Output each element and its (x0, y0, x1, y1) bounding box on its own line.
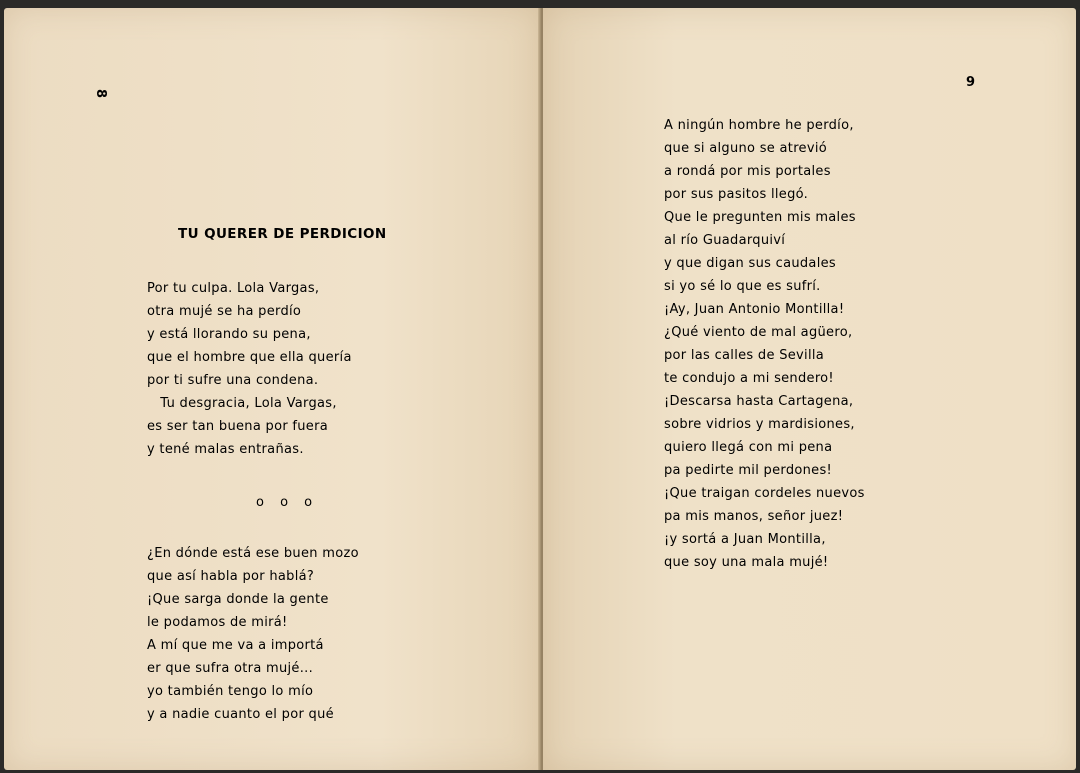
verse-line: le podamos de mirá! (147, 615, 288, 630)
verse-line: quiero llegá con mi pena (664, 440, 833, 455)
verse-line: ¡Que sarga donde la gente (147, 592, 329, 607)
verse-line: pa mis manos, señor juez! (664, 509, 844, 524)
verse-line: ¡Ay, Juan Antonio Montilla! (664, 302, 845, 317)
verse-line: es ser tan buena por fuera (147, 419, 329, 434)
stanza-separator: o o o (256, 495, 319, 510)
verse-line: te condujo a mi sendero! (664, 371, 834, 386)
left-page-number: 8 (93, 88, 109, 99)
verse-line: por sus pasitos llegó. (664, 187, 809, 202)
right-page-number: 9 (966, 75, 976, 90)
verse-line: por las calles de Sevilla (664, 348, 825, 363)
verse-line: y a nadie cuanto el por qué (147, 707, 334, 722)
verse-line: ¿En dónde está ese buen mozo (147, 546, 359, 561)
verse-line: er que sufra otra mujé... (147, 661, 314, 676)
verse-line: y está llorando su pena, (147, 327, 311, 342)
left-stanza-2 (147, 542, 359, 726)
verse-line: ¡Descarsa hasta Cartagena, (664, 394, 854, 409)
verse-line: a rondá por mis portales (664, 164, 831, 179)
verse-line: A mí que me va a importá (147, 638, 324, 653)
verse-line: Tu desgracia, Lola Vargas, (147, 396, 337, 411)
verse-line: otra mujé se ha perdío (147, 304, 302, 319)
poem-title: TU QUERER DE PERDICION (178, 226, 387, 242)
verse-line: yo también tengo lo mío (147, 684, 314, 699)
verse-line: que si alguno se atrevió (664, 141, 828, 156)
verse-line: al río Guadarquiví (664, 233, 786, 248)
verse-line: sobre vidrios y mardisiones, (664, 417, 855, 432)
verse-line: ¿Qué viento de mal agüero, (664, 325, 853, 340)
verse-line: y que digan sus caudales (664, 256, 836, 271)
verse-line: y tené malas entrañas. (147, 442, 304, 457)
verse-line: que el hombre que ella quería (147, 350, 352, 365)
verse-line: por ti sufre una condena. (147, 373, 319, 388)
verse-line: si yo sé lo que es sufrí. (664, 279, 821, 294)
verse-line: Por tu culpa. Lola Vargas, (147, 281, 320, 296)
verse-line: Que le pregunten mis males (664, 210, 856, 225)
verse-line: A ningún hombre he perdío, (664, 118, 854, 133)
verse-line: ¡Que traigan cordeles nuevos (664, 486, 865, 501)
verse-line: ¡y sortá a Juan Montilla, (664, 532, 826, 547)
right-stanza (664, 114, 865, 574)
left-stanza-1 (147, 277, 352, 461)
verse-line: que así habla por hablá? (147, 569, 315, 584)
verse-line: que soy una mala mujé! (664, 555, 829, 570)
verse-line: pa pedirte mil perdones! (664, 463, 833, 478)
